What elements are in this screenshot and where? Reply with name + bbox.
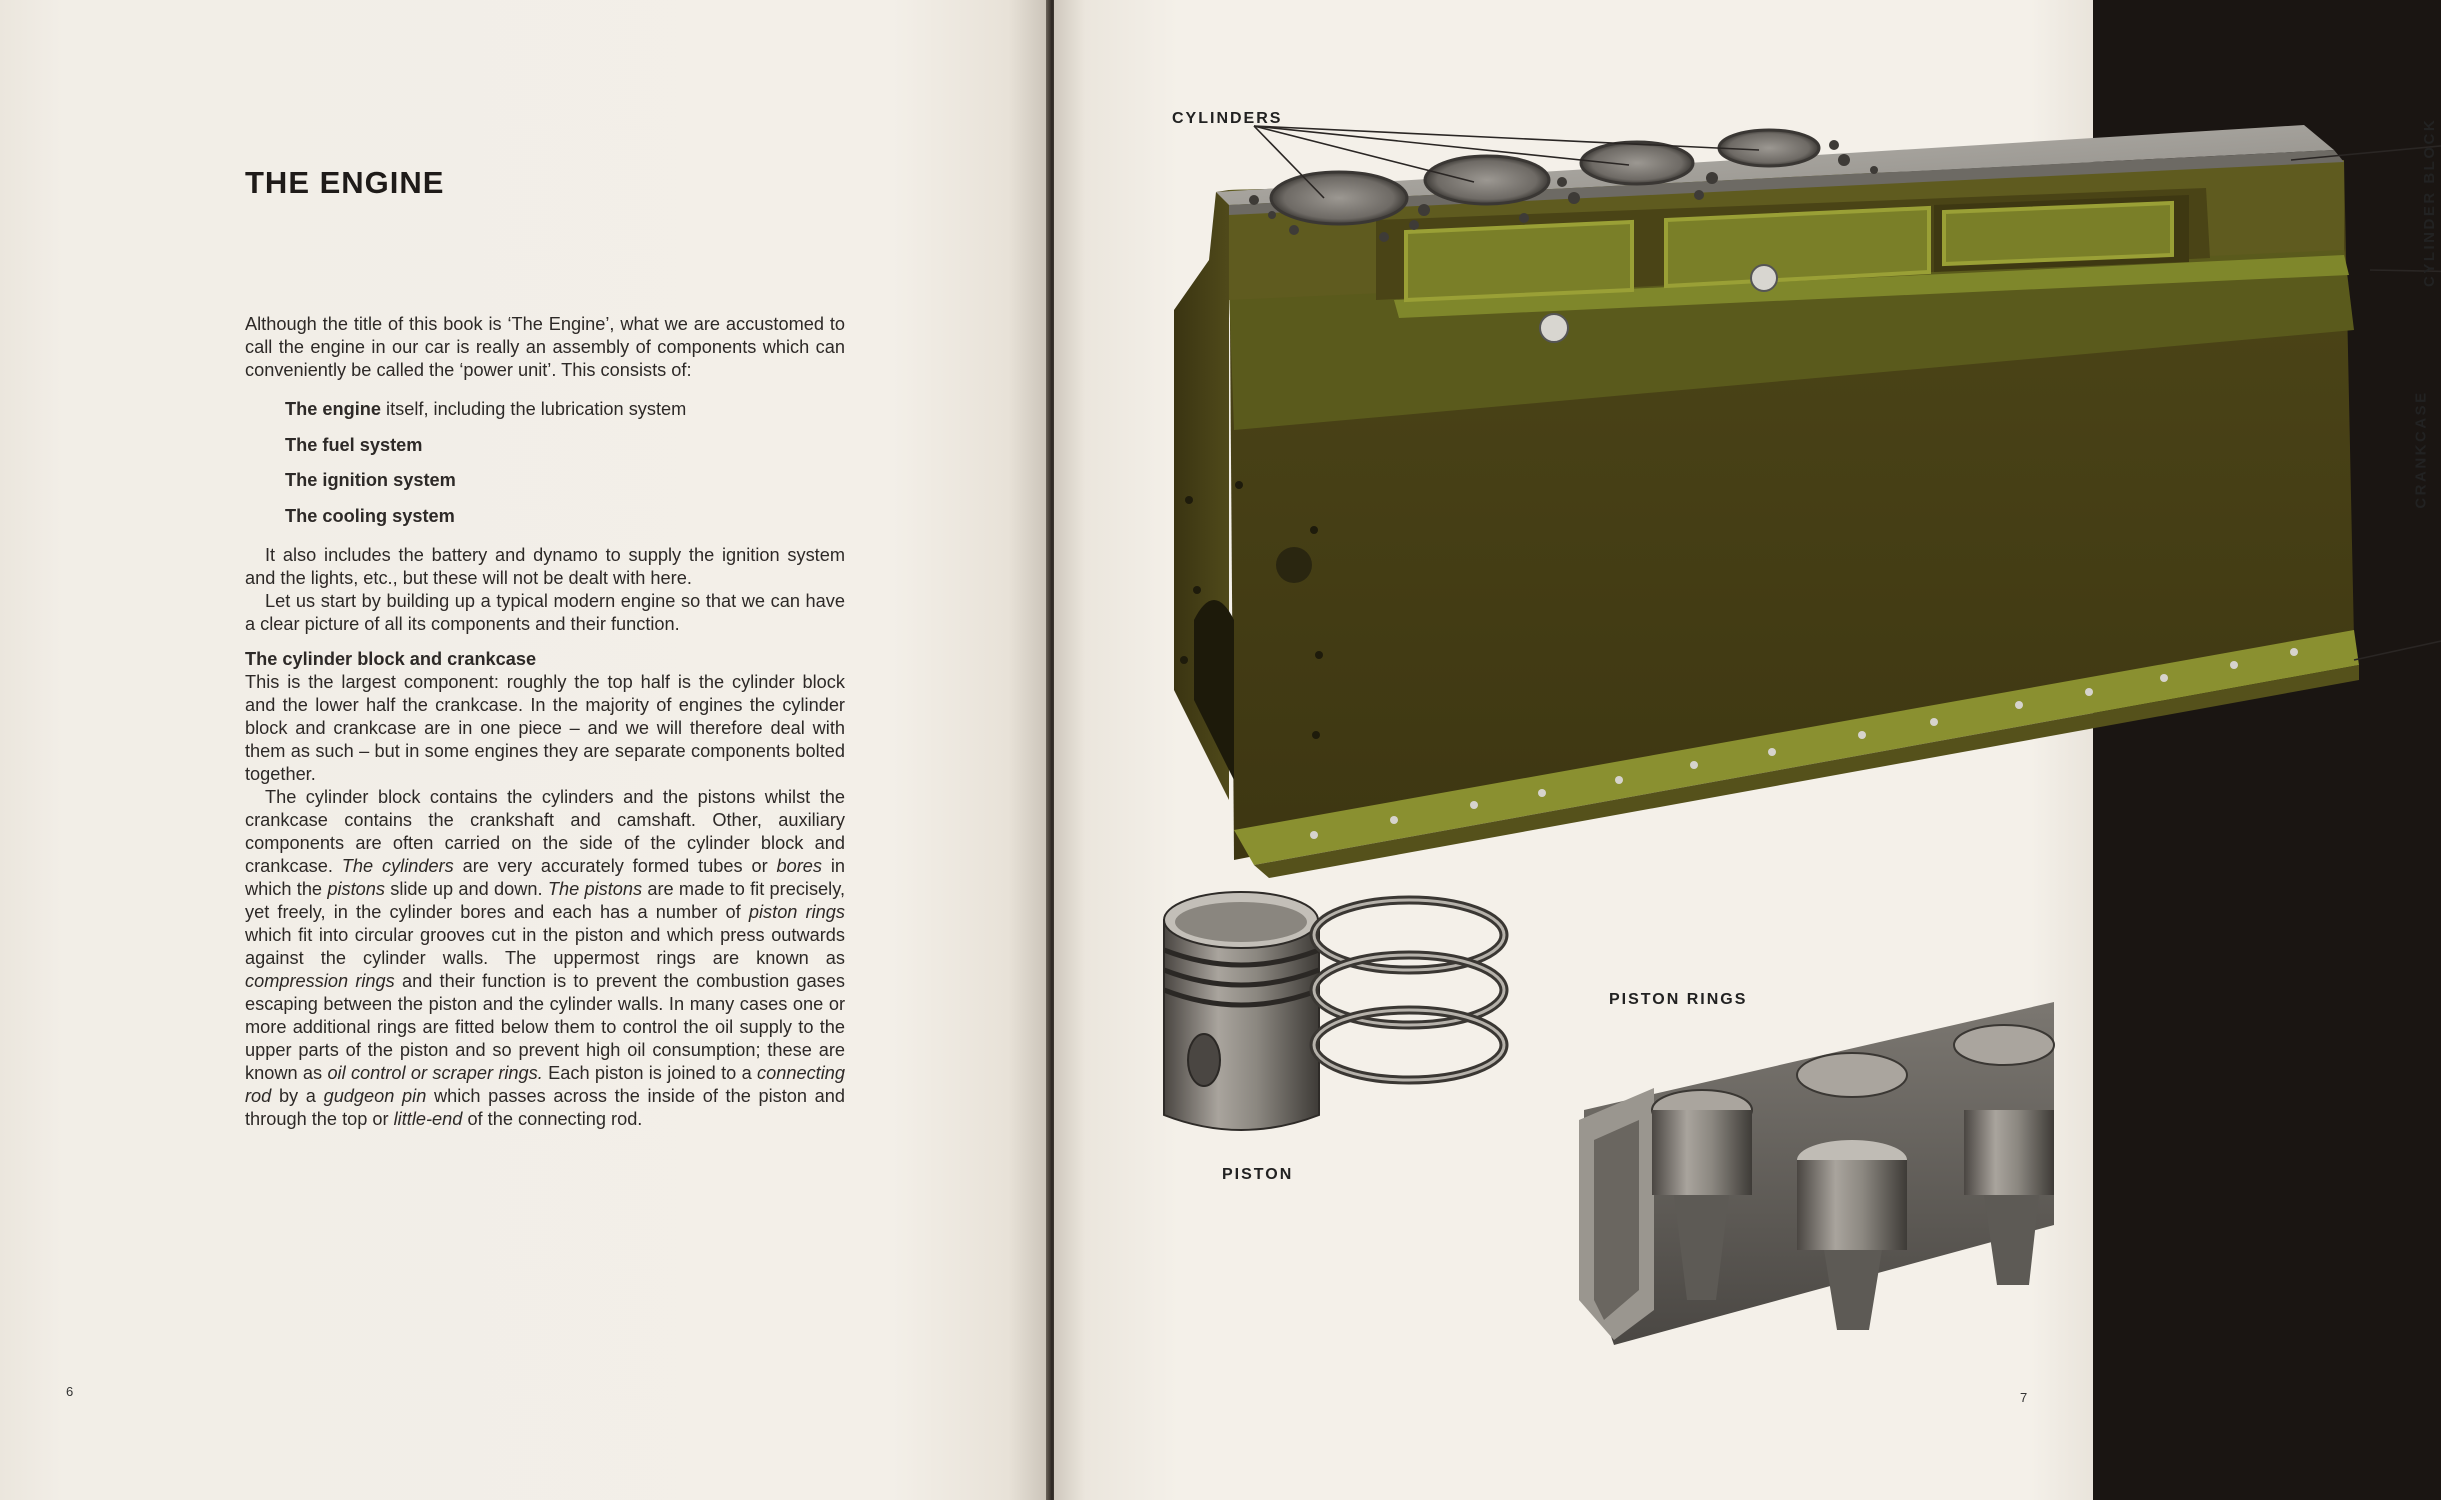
subheading: The cylinder block and crankcase xyxy=(245,649,537,669)
list-item: The cooling system xyxy=(285,505,455,526)
label-crankcase: CRANKCASE xyxy=(2412,390,2430,509)
label-cylinders: CYLINDERS xyxy=(1172,110,1283,127)
block-paragraph: This is the largest component: roughly the top half is the cylinder block and the lower half the crankcase. In the majority of engines the cylinder block and crankcase are in one piece – and we will therefore deal with them as such – but in some engines they are separate components bolted together. xyxy=(245,672,845,784)
label-piston: PISTON xyxy=(1222,1166,1294,1183)
cylinder-paragraph: The cylinder block contains the cylinders and the pistons whilst the crankcase contains the crankshaft and camshaft. Other, auxiliary components are often carried on the side of the cylinder block and crankcase. The cylinders are very accurately formed tubes or bores in which the pistons slide up and down. The pistons are made to fit precisely, yet freely, in the cylinder bores and each has a number of piston rings which fit into circular grooves cut in the piston and which press outwards against the cylinder walls. The uppermost rings are known as compression rings and their function is to prevent the combustion gases escaping between the piston and the cylinder walls. In many cases one or more additional rings are fitted below them to control the oil supply to the upper parts of the piston and so prevent high oil consumption; these are known as oil control or scraper rings. Each piston is joined to a connecting rod by a gudgeon pin which passes across the inside of the piston and through the top or little-end of the connecting rod. xyxy=(245,787,846,1129)
engine-illustrations xyxy=(1054,0,2093,1500)
cutaway-block-drawing xyxy=(1579,1002,2054,1345)
intro-paragraph: Although the title of this book is ‘The Engine’, what we are accustomed to call the engine in our car is really an assembly of components which can conveniently be called the ‘power unit’. This consists of: xyxy=(245,314,845,380)
body-text xyxy=(245,313,845,1131)
piston-drawing xyxy=(1164,892,1319,1130)
page-title: THE ENGINE xyxy=(245,165,445,200)
label-piston-rings: PISTON RINGS xyxy=(1609,991,1748,1008)
battery-paragraph: It also includes the battery and dynamo to supply the ignition system and the lights, etc., but these will not be dealt with here. xyxy=(245,545,845,588)
engine-block-drawing xyxy=(1174,125,2359,878)
right-page xyxy=(1054,0,2438,1500)
page-number-right: 7 xyxy=(2020,1390,2028,1405)
piston-rings-drawing xyxy=(1314,900,1504,1080)
power-unit-list xyxy=(285,392,845,534)
list-item: The fuel system xyxy=(285,434,423,455)
list-item: The ignition system xyxy=(285,470,456,490)
label-cylinder-block: CYLINDER BLOCK xyxy=(2421,117,2438,287)
list-item: The engine itself, including the lubrication system xyxy=(285,399,687,419)
start-paragraph: Let us start by building up a typical modern engine so that we can have a clear picture of all its components and their function. xyxy=(245,591,845,634)
left-page xyxy=(0,0,1050,1500)
page-number-left: 6 xyxy=(66,1384,74,1399)
